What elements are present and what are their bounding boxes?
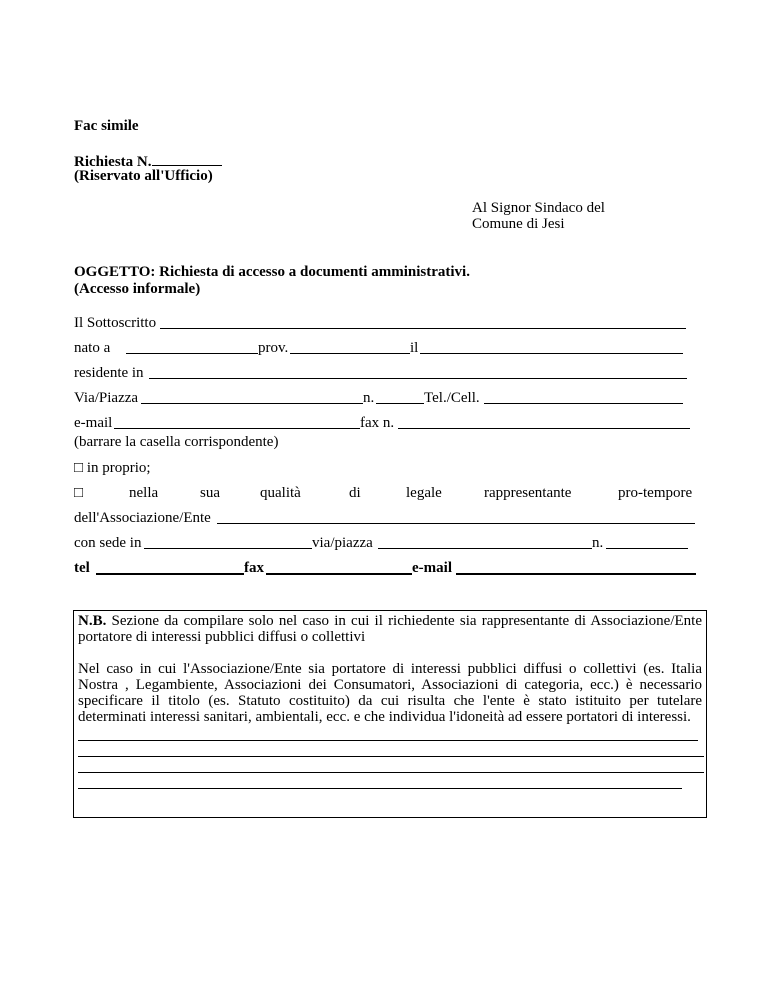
email-bold-label: e-mail (412, 560, 452, 576)
sede-via-field[interactable] (378, 534, 592, 549)
oggetto-subtitle: (Accesso informale) (74, 281, 201, 297)
word-sua: sua (200, 485, 220, 501)
numero-field[interactable] (376, 389, 424, 404)
word-nella: nella (129, 485, 159, 501)
con-sede-label: con sede in (74, 535, 142, 551)
nb-blank-line-2[interactable] (78, 741, 704, 757)
associazione-row (74, 509, 696, 527)
nb-paragraph: Nel caso in cui l'Associazione/Ente sia portatore di interessi pubblici diffusi o collettivi (es. Italia Nostra , Legambiente, Associazioni dei Consumatori, Associazioni di categoria, ecc.) è necessario specificare il titolo (es. Statuto costituito) da cui risulta che l'ente è stato istituito per tutelare determinati interessi sanitari, ambientali, ecc. e che individua l'idoneità ad essere portatori di interessi. (78, 661, 702, 725)
via-field[interactable] (141, 389, 363, 404)
checkbox-rappresentante[interactable]: □ (74, 485, 84, 501)
sede-row (74, 534, 696, 552)
associazione-field[interactable] (217, 509, 695, 524)
word-pro-tempore: pro-tempore (618, 485, 693, 501)
sede-numero-field[interactable] (606, 534, 688, 549)
oggetto-title: OGGETTO: Richiesta di accesso a documenti amministrativi. (74, 264, 470, 280)
residente-field[interactable] (149, 364, 687, 379)
sede-field[interactable] (144, 534, 312, 549)
riservato-label: (Riservato all'Ufficio) (74, 168, 213, 184)
data-nascita-field[interactable] (420, 339, 683, 354)
option-rappresentante (74, 484, 696, 502)
word-qualita: qualità (260, 485, 301, 501)
sottoscritto-field[interactable] (160, 314, 686, 329)
tel-bold-label: tel (74, 560, 90, 576)
recipient-line-2: Comune di Jesi (472, 216, 565, 232)
il-label: il (410, 340, 419, 356)
fax-field[interactable] (398, 414, 690, 429)
nb-blank-line-4[interactable] (78, 773, 682, 789)
sede-contatti-row (74, 559, 696, 577)
word-legale: legale (406, 485, 442, 501)
tel-cell-label: Tel./Cell. (424, 390, 480, 406)
via-label: Via/Piazza (74, 390, 139, 406)
tel-cell-field[interactable] (484, 389, 683, 404)
nb-text: Sezione da compilare solo nel caso in cui il richiedente sia rappresentante di Associazione/Ente portatore di interessi pubblici diffusi o collettivi (78, 613, 702, 645)
contatti-row (74, 414, 696, 432)
residente-label: residente in (74, 365, 144, 381)
in-proprio-label: in proprio; (86, 460, 151, 476)
sede-tel-field[interactable] (96, 559, 244, 575)
fax-bold-label: fax (244, 560, 264, 576)
prov-label: prov. (258, 340, 289, 356)
option-in-proprio[interactable] (74, 459, 151, 477)
indirizzo-row (74, 389, 696, 407)
nb-label: N.B. (78, 613, 107, 629)
nb-blank-line-3[interactable] (78, 757, 704, 773)
fax-label: fax n. (360, 415, 395, 431)
nato-a-label: nato a (74, 340, 114, 356)
recipient-line-1: Al Signor Sindaco del (472, 200, 605, 216)
sede-numero-label: n. (592, 535, 604, 551)
nb-section (73, 610, 707, 818)
nb-blank-line-1[interactable] (78, 725, 698, 741)
numero-label: n. (363, 390, 375, 406)
sede-fax-field[interactable] (266, 559, 412, 575)
prov-field[interactable] (290, 339, 410, 354)
sottoscritto-row (74, 314, 696, 332)
fac-simile-label: Fac simile (74, 118, 139, 134)
sottoscritto-label: Il Sottoscritto (74, 315, 157, 331)
richiesta-label: Richiesta N. (74, 154, 152, 170)
richiesta-number-blank[interactable] (152, 151, 222, 166)
residenza-row (74, 364, 696, 382)
word-di: di (349, 485, 361, 501)
barrare-instruction: (barrare la casella corrispondente) (74, 434, 279, 450)
email-label: e-mail (74, 415, 113, 431)
checkbox-in-proprio[interactable]: □ (74, 460, 84, 476)
via-piazza-label: via/piazza (312, 535, 373, 551)
email-field[interactable] (114, 414, 360, 429)
nato-a-field[interactable] (126, 339, 258, 354)
nb-note (78, 613, 702, 645)
word-rappresentante: rappresentante (484, 485, 572, 501)
associazione-label: dell'Associazione/Ente (74, 510, 211, 526)
sede-email-field[interactable] (456, 559, 696, 575)
nascita-row (74, 339, 696, 357)
